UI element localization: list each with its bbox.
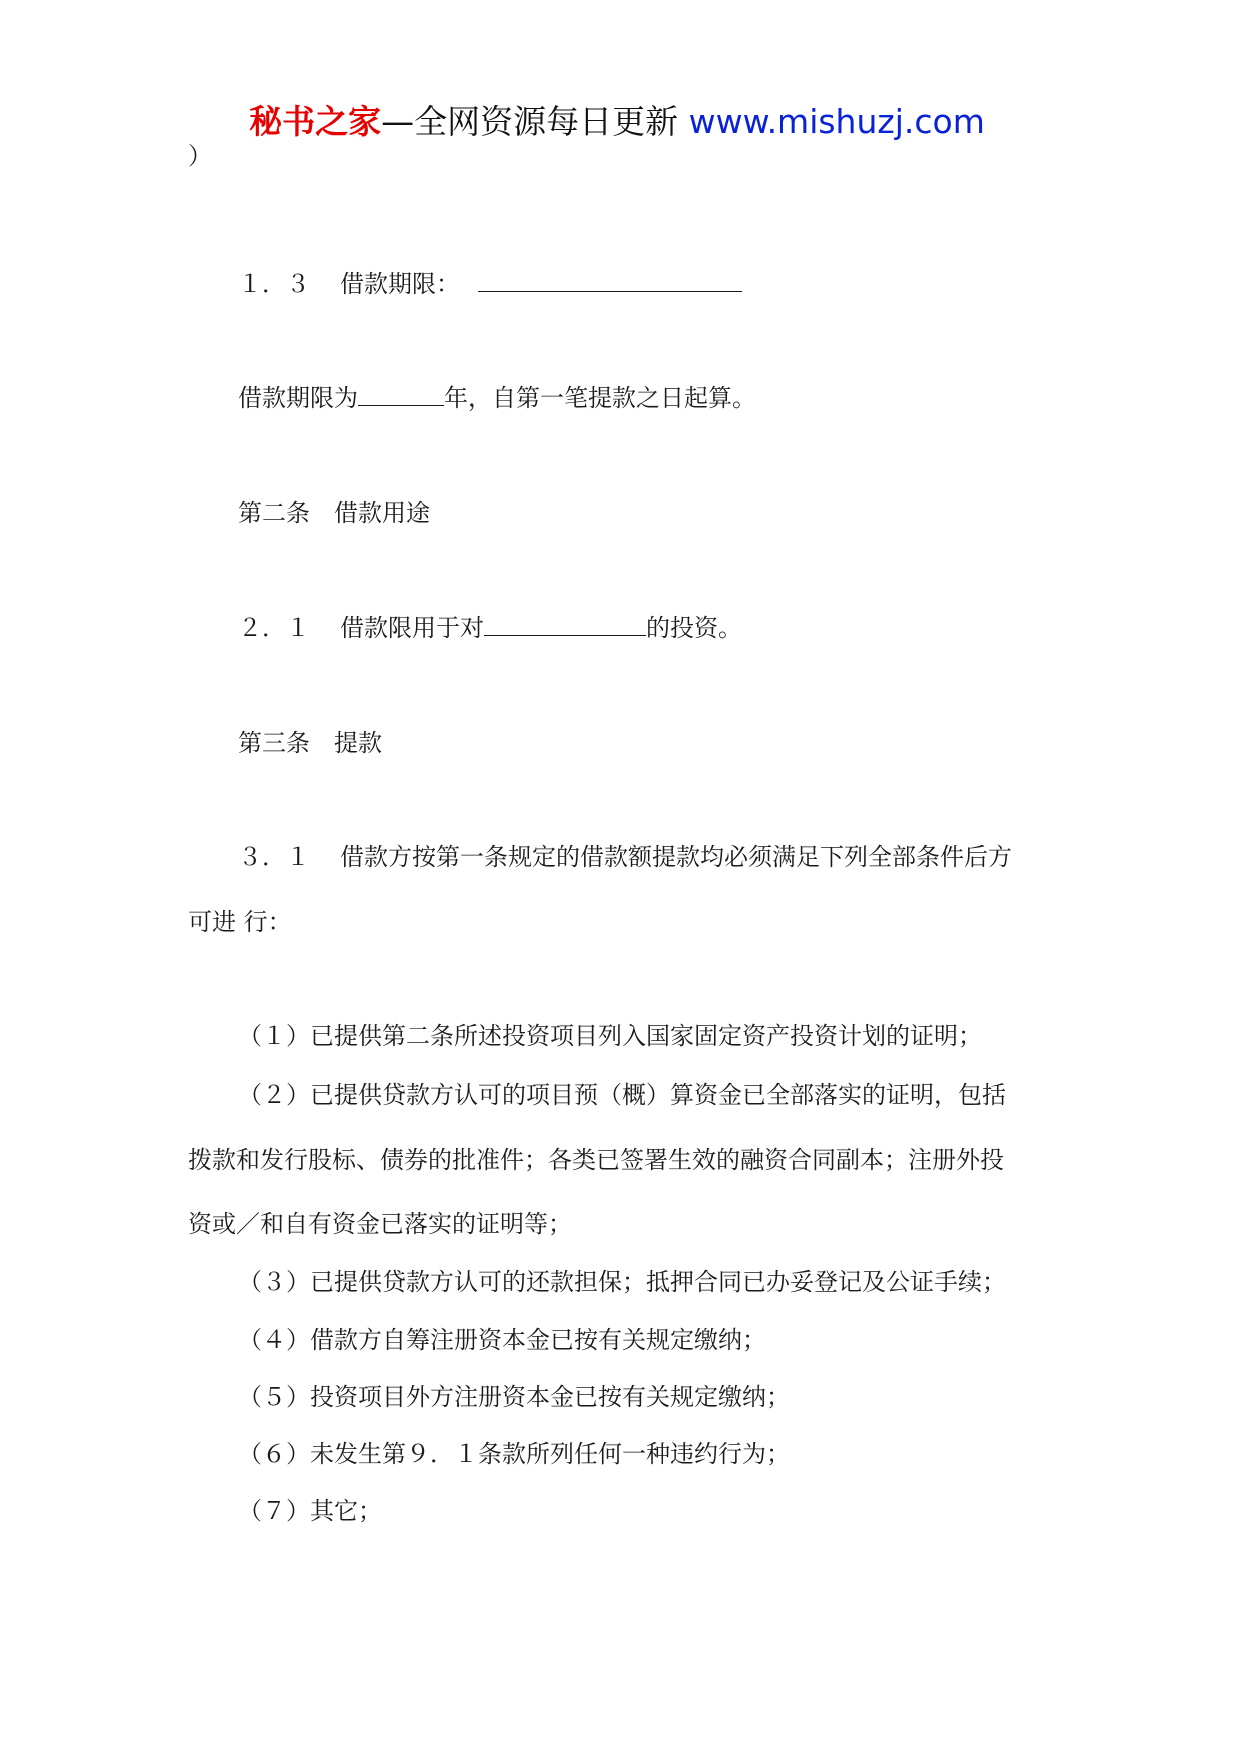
condition-5: （５）投资项目外方注册资本金已按有关规定缴纳； xyxy=(238,1383,790,1411)
article-2-heading xyxy=(238,497,430,529)
header-tagline: —全网资源每日更新 xyxy=(381,102,689,141)
condition-6: （６）未发生第９．１条款所列任何一种违约行为； xyxy=(238,1440,790,1468)
clause-number: １．３ xyxy=(238,270,310,298)
clause-title: 借款期限： xyxy=(340,270,460,298)
investment-blank-field[interactable] xyxy=(484,613,646,636)
clause-3-1-line2: 可进 行： xyxy=(188,908,292,936)
condition-4: （４）借款方自筹注册资本金已按有关规定缴纳； xyxy=(238,1326,766,1354)
article-3-heading xyxy=(238,727,382,759)
clause-2-1: ２．１ 借款限用于对 的投资。 xyxy=(238,614,742,642)
article-title: 借款用途 xyxy=(334,499,430,527)
clause-3-1-line1: ３．１ 借款方按第一条规定的借款额提款均必须满足下列全部条件后方 xyxy=(238,843,1012,871)
condition-3: （３）已提供贷款方认可的还款担保；抵押合同已办妥登记及公证手续； xyxy=(238,1268,1006,1296)
article-number: 第三条 xyxy=(238,729,310,757)
clause-1-3 xyxy=(238,268,742,300)
clause-number: ３．１ xyxy=(238,843,310,871)
condition-2-line2: 拨款和发行股标、债券的批准件；各类已签署生效的融资合同副本；注册外投 xyxy=(188,1146,1004,1174)
article-title: 提款 xyxy=(334,729,382,757)
header-url-link[interactable]: www.mishuzj.com xyxy=(688,102,985,141)
condition-2-line1: （２）已提供贷款方认可的项目预（概）算资金已全部落实的证明，包括 xyxy=(238,1081,1006,1109)
condition-7: （７）其它； xyxy=(238,1497,382,1525)
years-blank-field[interactable] xyxy=(358,383,444,406)
clause-number: ２．１ xyxy=(238,614,310,642)
term-sentence: 借款期限为 年，自第一笔提款之日起算。 xyxy=(238,384,756,412)
term-blank-field[interactable] xyxy=(478,269,742,292)
header-brand: 秘书之家 xyxy=(249,102,382,141)
carry-over-paren: ） xyxy=(188,142,212,170)
site-header xyxy=(0,100,1234,144)
condition-1: （１）已提供第二条所述投资项目列入国家固定资产投资计划的证明； xyxy=(238,1022,982,1050)
condition-2-line3: 资或／和自有资金已落实的证明等； xyxy=(188,1210,572,1238)
article-number: 第二条 xyxy=(238,499,310,527)
